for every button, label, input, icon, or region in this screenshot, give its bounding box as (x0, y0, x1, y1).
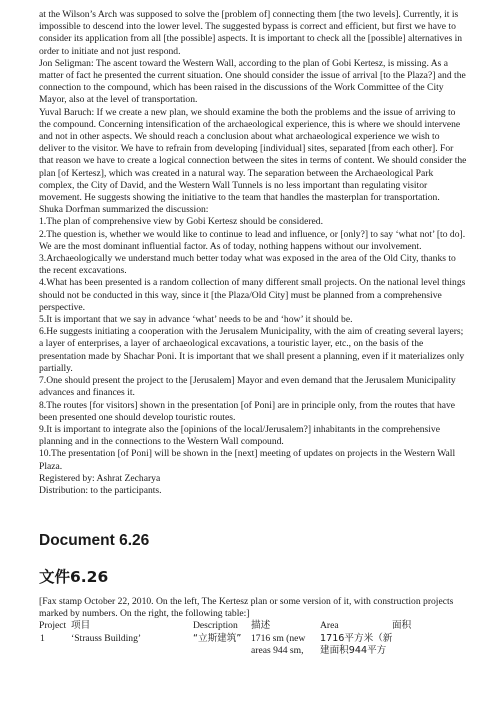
header-description: Description (193, 620, 238, 631)
list-item: 7.One should present the project to the [Jerusalem] Mayor and even demand that the Jerusalem Municipality advances and finances it. (39, 375, 456, 399)
header-project: Project (39, 620, 67, 631)
paragraph: Shuka Dorfman summarized the discussion: (39, 204, 209, 216)
cell-area-zh: 1716平方米（新建面积944平方 (320, 633, 393, 657)
header-area-zh: 面积 (392, 620, 412, 631)
document-heading: Document 6.26 (39, 532, 150, 549)
cell-project: ‘Strauss Building’ (71, 633, 142, 644)
list-item: 8.The routes [for visitors] shown in the presentation [of Poni] are in principle only, from the routes that have been presented one should develop touristic routes. (39, 399, 456, 423)
header-description-zh: 描述 (251, 620, 271, 631)
cell-area: 1716 sm (new areas 944 sm, (251, 633, 306, 657)
header-area: Area (320, 620, 339, 631)
project-table (39, 620, 479, 669)
list-item: 6.He suggests initiating a cooperation with the Jerusalem Municipality, with the aim of creating several layers; a layer of enterprises, a layer of archaeological excavations, a touristic layer, etc., on the basis of the presentation made by Shachar Poni. It is important that we shall present a planning, even if it materializes only partially. (39, 326, 465, 374)
list-item: 1.The plan of comprehensive view by Gobi Kertesz should be considered. (39, 216, 323, 228)
document-heading-chinese: 文件6.26 (39, 568, 109, 586)
fax-note: [Fax stamp October 22, 2010. On the left, The Kertesz plan or some version of it, with construction projects marked by numbers. On the right, the following table:] (39, 596, 454, 620)
list-item: 5.It is important that we say in advance ‘what’ needs to be and ‘how’ it should be. (39, 314, 353, 326)
paragraph: at the Wilson’s Arch was supposed to solve the [problem of] connecting them [the two levels]. Currently, it is impossible to descend into the lower level. The suggested bypass is correct and efficient, but first we have to consider its application from all [the possible] aspects. It is important to check all the [possible] alternatives in order to initiate and not just respond. (39, 9, 463, 57)
table-row (39, 633, 479, 669)
list-item: 4.What has been presented is a random collection of many different small projects. On the national level things should not be conducted in this way, since it [the Plaza/Old City] must be planned from a comprehensive perspective. (39, 277, 466, 313)
list-item: 2.The question is, whether we would like to continue to lead and influence, or [only?] to say ‘what not’ [to do]. We are the most dominant influential factor. As of today, nothing happens without our involvement. (39, 228, 466, 252)
cell-project-zh: “立斯建筑” (193, 633, 242, 644)
registered-by: Registered by: Ashrat Zecharya (39, 472, 161, 484)
list-item: 10.The presentation [of Poni] will be shown in the [next] meeting of updates on projects in the Western Wall Plaza. (39, 448, 456, 472)
paragraph: Jon Seligman: The ascent toward the Western Wall, according to the plan of Gobi Kertesz, is missing. As a matter of fact he presented the current situation. One should consider the issue of arrival [to the Plaza?] and the connection to the compound, which has been raised in the discussions of the Work Committee of the City Mayor, also at the level of transportation. (39, 57, 466, 106)
minutes-body (39, 9, 467, 497)
table-header-row (39, 620, 479, 633)
distribution: Distribution: to the participants. (39, 484, 162, 496)
header-project-zh: 项目 (71, 620, 91, 631)
paragraph: Yuval Baruch: If we create a new plan, we should examine the both the problems and the issue of arriving to the compound. Concerning intensification of the archaeological experience, this is where we should intervene and not in other aspects. We should reach a conclusion about what archaeological experience we wish to deliver to the visitor. We have to refrain from developing [individual] sites, separated [from each other]. For that reason we have to create a logical connection between the sites in terms of content. We should consider the plan [of Kertesz], which was created in a natural way. The separation between the Archaeological Park complex, the City of David, and the Western Wall Tunnels is no less important than regulating visitor movement. He suggests showing the initiative to the team that handles the masterplan for transportation. (39, 106, 467, 204)
list-item: 9.It is important to integrate also the [opinions of the local/Jerusalem?] inhabitants in the comprehensive planning and in the connections to the Western Wall compound. (39, 423, 440, 448)
list-item: 3.Archaeologically we understand much better today what was exposed in the area of the Old City, thanks to the recent excavations. (39, 253, 456, 277)
cell-number: 1 (40, 633, 45, 644)
